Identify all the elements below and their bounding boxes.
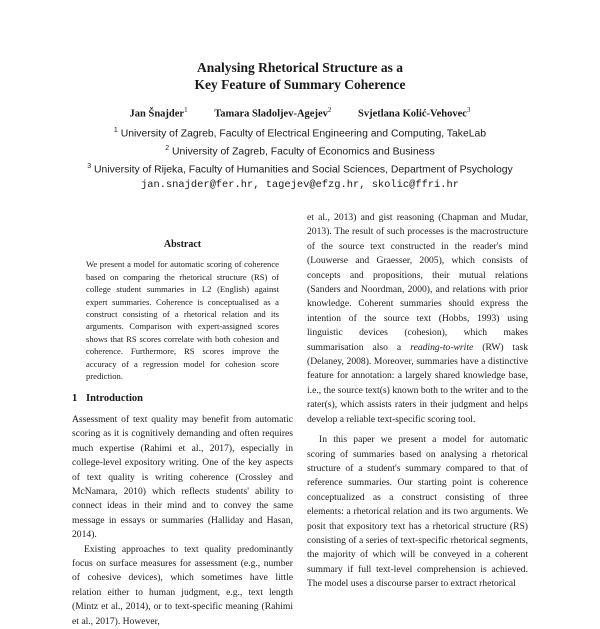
paper-title [0,60,600,93]
right-column [307,211,528,592]
author-emails: jan.snajder@fer.hr, tagejev@efzg.hr, skolic@ffri.hr [140,178,459,191]
title-line-2: Key Feature of Summary Coherence [194,76,406,92]
affiliation: $^1$ University of Zagreb, Faculty of Electrical Engineering and Computing, TakeLab [113,127,487,140]
section-title: Introduction [86,393,143,405]
section-number: 1 [72,393,78,405]
author: Svjetlana Kolić-Vehovec$^3$ [357,106,471,120]
author: Jan Šnajder$^1$ [129,106,188,120]
abstract-text: We present a model for automatic scoring of coherence based on comparing the rhetorical structure (RS) of college student summaries in L2 (English) against expert summaries. Coherence is conceptualised as a construct consisting of a rhetorical relation and its arguments. Comparison with expert-assigned scores shows that RS scores correlate with both cohesion and coherence. Furthermore, RS scores improve the accuracy of a regression model for cohesion score prediction. [86,259,279,382]
author: Tamara Sladoljev-Agejev$^2$ [214,106,332,120]
abstract-heading: Abstract [163,239,202,250]
intro-paragraph: Existing approaches to text quality predominantly focus on surface measures for assessment (e.g., number of cohesive devices), which sometimes have little relation either to human judgment, e.g., text length (Mintz et al., 2014), or to text-specific meaning (Rahimi et al., 2017). However, [72,543,293,627]
title-line-1: Analysing Rhetorical Structure as a [197,60,403,75]
body-paragraph: et al., 2013) and gist reasoning (Chapman and Mudar, 2013). The result of such processes is the macrostructure of the source text constructed in the reader's mind (Louwerse and Graesser, 2005), which consists of concepts and propositions, their mutual relations (Sanders and Noordman, 2000), and relations with prior knowledge. Coherent summaries should express the intention of the source text (Hobbs, 1993) using linguistic devices (cohesion), which makes summarisation also a reading-to-write (RW) task (Delaney, 2008). Moreover, summaries have a distinctive feature for annotation: a largely shared knowledge base, i.e., the source text(s) known both to the writer and to the rater(s), which assists raters in their judgment and helps develop a reliable text-specific scoring tool. [307,212,529,425]
author-list [0,106,600,120]
intro-paragraph: Assessment of text quality may benefit from automatic scoring as it is cognitively demanding and often requires much expertise (Rahimi et al., 2017), especially in college-level expository writing. One of the key aspects of text quality is writing coherence (Crossley and McNamara, 2010) which reflects students' ability to connect ideas in their mind and to convey the same message in essays or summaries (Halliday and Hasan, 2014). [72,413,293,541]
left-column [72,238,293,629]
affiliation: $^2$ University of Zagreb, Faculty of Economics and Business [165,144,435,158]
introduction-heading [72,392,293,406]
affiliation: $^3$ University of Rijeka, Faculty of Humanities and Social Sciences, Department of Psychology [87,162,513,176]
emphasis-term: reading-to-write [410,341,474,353]
affiliations [0,124,600,192]
body-paragraph: In this paper we present a model for automatic scoring of summaries based on analysing a rhetorical structure of a student's summary compared to that of reference summaries. Our starting point is coherence conceptualized as a construct consisting of three elements: a rhetorical relation and its two arguments. We posit that expository text has a rhetorical structure (RS) consisting of a series of text-specific rhetorical segments, the majority of which will be conveyed in a coherent summary if full text-level comprehension is achieved. The model uses a discourse parser to extract rhetorical [307,434,528,590]
